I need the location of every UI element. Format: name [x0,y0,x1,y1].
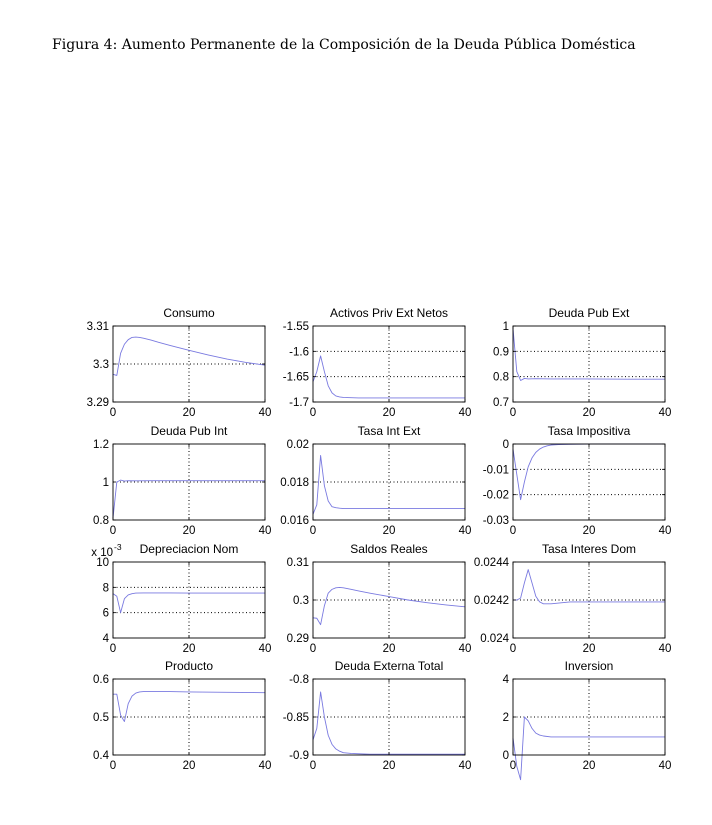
subplot-title: Tasa Impositiva [547,424,631,438]
x-tick-label: 20 [182,760,196,772]
y-tick-label: 0.016 [280,515,309,527]
x-tick-label: 20 [382,760,396,772]
x-tick-label: 0 [309,525,317,537]
subplot-title: Depreciacion Nom [139,542,239,556]
subplot-title: Saldos Reales [350,542,428,556]
x-tick-label: 40 [658,643,672,655]
x-tick-label: 40 [458,525,472,537]
y-tick-label: 3.31 [86,321,109,333]
y-tick-label: 0.5 [93,712,109,724]
x-tick-label: 40 [458,643,472,655]
subplot-4 [93,424,271,537]
y-tick-label: 0.29 [286,633,309,645]
subplot-title: Deuda Pub Ext [548,306,630,320]
x-tick-label: 0 [309,643,317,655]
y-tick-label: 0.018 [280,477,309,489]
y-tick-label: 10 [96,557,109,569]
y-tick-label: -0.03 [482,515,509,527]
x-tick-label: 0 [109,760,117,772]
y-tick-label: 0.0242 [473,595,509,607]
y-tick-label: 3.3 [93,359,109,371]
y-tick-label: -0.01 [482,464,509,477]
x-tick-label: 40 [458,407,472,419]
x-tick-label: 0 [109,525,117,537]
y-scale-exponent: -3 [114,542,122,552]
x-tick-label: 20 [382,525,396,537]
figure-caption: Figura 4: Aumento Permanente de la Composición de la Deuda Pública Doméstica [52,37,636,53]
y-tick-label: 1.2 [93,439,109,451]
x-tick-label: 20 [182,407,196,419]
y-tick-label: 0.7 [493,397,509,409]
subplot-2 [283,306,472,419]
y-tick-label: 0.8 [93,515,109,527]
y-tick-label: 1 [502,321,509,333]
subplot-3 [493,306,671,419]
y-tick-label: -0.9 [289,750,309,762]
subplot-title: Producto [164,659,214,673]
x-tick-label: 40 [658,760,672,772]
subplot-6 [483,424,672,537]
subplot-11 [283,659,472,772]
x-tick-label: 0 [309,407,317,419]
y-tick-label: -1.65 [282,371,309,384]
x-tick-label: 20 [182,643,196,655]
x-tick-label: 0 [109,407,117,419]
y-tick-label: 1 [102,477,109,489]
y-tick-label: -1.6 [289,346,309,359]
y-tick-label: 2 [502,712,509,724]
y-tick-label: 3.29 [86,397,109,409]
x-tick-label: 20 [582,525,596,537]
x-tick-label: 0 [309,760,317,772]
y-tick-label: 0.024 [480,633,509,645]
y-tick-label: 0.3 [293,595,309,607]
y-tick-label: -1.55 [282,321,309,333]
y-tick-label: -0.02 [482,489,509,502]
y-tick-label: 0 [502,750,509,762]
x-tick-label: 0 [509,407,517,419]
y-scale-label: x 10 [91,547,113,559]
subplot-title: Activos Priv Ext Netos [329,306,449,320]
x-tick-label: 20 [382,643,396,655]
y-tick-label: 6 [102,607,109,620]
subplot-9 [474,542,672,655]
x-tick-label: 0 [509,643,517,655]
x-tick-label: 20 [582,760,596,772]
subplot-title: Deuda Pub Int [150,424,228,438]
x-tick-label: 0 [509,525,517,537]
y-tick-label: -0.8 [289,674,309,686]
x-tick-label: 0 [509,760,517,772]
y-tick-label: 0.9 [493,346,509,359]
x-tick-label: 40 [458,760,472,772]
x-tick-label: 20 [382,407,396,419]
subplot-title: Tasa Interes Dom [541,542,637,556]
subplot-title: Deuda Externa Total [334,659,444,673]
x-tick-label: 40 [658,525,672,537]
x-tick-label: 20 [582,643,596,655]
subplot-title: Inversion [564,659,614,673]
subplot-5 [280,424,471,537]
y-tick-label: 0.4 [93,750,109,762]
y-tick-label: 0 [502,439,509,451]
subplot-7 [91,542,271,655]
subplot-title: Consumo [163,306,215,320]
x-tick-label: 40 [258,407,272,419]
x-tick-label: 20 [182,525,196,537]
subplot-8 [287,542,472,655]
y-tick-label: 4 [102,633,109,645]
y-tick-label: 4 [502,674,509,686]
x-tick-label: 40 [258,525,272,537]
y-tick-label: 0.8 [493,371,509,384]
x-tick-label: 0 [109,643,117,655]
y-tick-label: 0.02 [286,439,309,451]
x-tick-label: 40 [258,760,272,772]
subplot-title: Tasa Int Ext [357,424,421,438]
x-tick-label: 20 [582,407,596,419]
subplot-12 [503,659,672,780]
y-tick-label: 0.6 [93,674,109,686]
y-tick-label: -0.85 [282,712,309,724]
x-tick-label: 40 [658,407,672,419]
y-tick-label: 0.31 [286,557,309,569]
subplot-10 [93,659,271,772]
y-tick-label: 8 [102,582,109,595]
y-tick-label: 0.0244 [473,557,509,569]
y-tick-label: -1.7 [289,397,309,409]
subplot-1 [87,306,272,419]
x-tick-label: 40 [258,643,272,655]
